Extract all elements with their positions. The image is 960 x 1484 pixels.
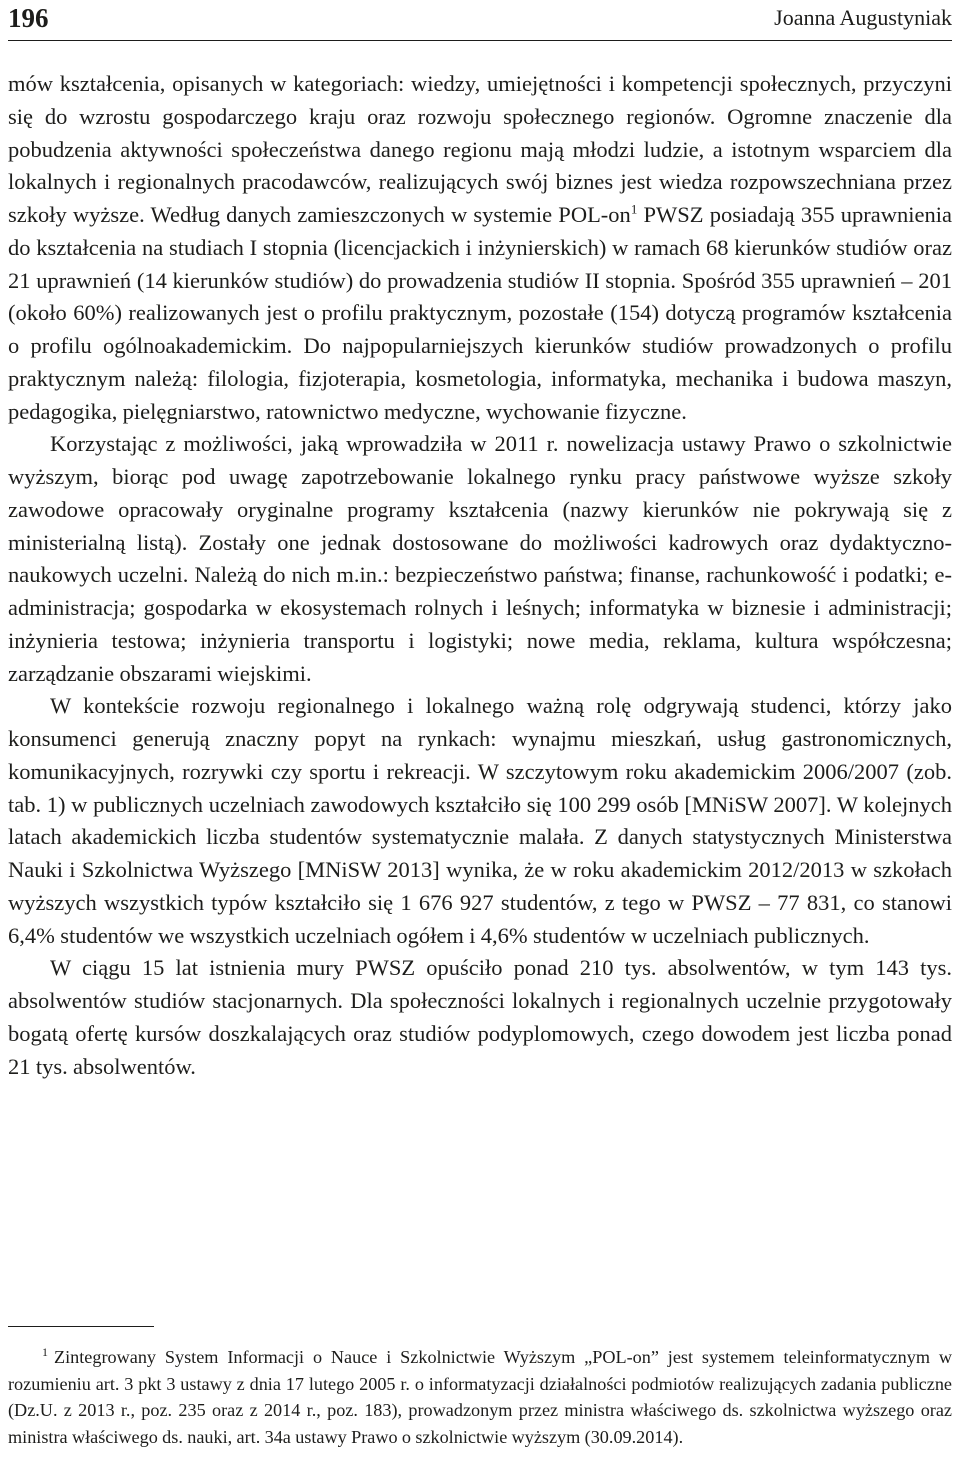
body-text xyxy=(8,68,952,1083)
paragraph-1 xyxy=(8,68,952,428)
paragraph-2: Korzystając z możliwości, jaką wprowadziła w 2011 r. nowelizacja ustawy Prawo o szkolnictwie wyższym, biorąc pod uwagę zapotrzebowanie lokalnego rynku pracy państwowe wyższe szkoły zawodowe opracowały oryginalne programy kształcenia (nazwy kierunków nie pokrywają się z ministerialną listą). Zostały one jednak dostosowane do możliwości kadrowych oraz dydaktyczno-naukowych uczelni. Należą do nich m.in.: bezpieczeństwo państwa; finanse, rachunkowość i podatki; e-administracja; gospodarka w ekosystemach rolnych i leśnych; informatyka w biznesie i administracji; inżynieria testowa; inżynieria transportu i logistyki; nowe media, reklama, kultura współczesna; zarządzanie obszarami wiejskimi. xyxy=(8,431,952,686)
footnote-mark: 1 xyxy=(42,1344,48,1359)
paragraph-1-text: mów kształcenia, opisanych w kategoriach: wiedzy, umiejętności i kompetencji społecznych, przyczyni się do wzrostu gospodarczego kraju oraz rozwoju społecznego regionów. Ogromne znaczenie dla pobudzenia aktywności społeczeństwa danego regionu mają młodzi ludzie, a istotnym wsparciem dla lokalnych i regionalnych pracodawców, realizujących swój biznes jest wiedza rozpowszechniana przez szkoły wyższe. Według danych zamieszczonych w systemie POL-on xyxy=(8,71,952,227)
footnote-text: Zintegrowany System Informacji o Nauce i Szkolnictwie Wyższym „POL-on” jest systemem teleinformatycznym w rozumieniu art. 3 pkt 3 ustawy z dnia 17 lutego 2005 r. o informatyzacji działalności podmiotów realizujących zadania publiczne (Dz.U. z 2013 r., poz. 235 oraz z 2014 r., poz. 183), prowadzonym przez ministra właściwego ds. szkolnictwa wyższego oraz ministra właściwego ds. nauki, art. 34a ustawy Prawo o szkolnictwie wyższym (30.09.2014). xyxy=(8,1347,952,1447)
page-number: 196 xyxy=(8,3,49,33)
running-head-author: Joanna Augustyniak xyxy=(774,5,952,30)
page-header xyxy=(8,0,952,41)
footnote xyxy=(8,1344,952,1450)
paragraph-3: W kontekście rozwoju regionalnego i lokalnego ważną rolę odgrywają studenci, którzy jako konsumenci generują znaczny popyt na rynkach: wynajmu mieszkań, usług gastronomicznych, komunikacyjnych, rozrywki czy sportu i rekreacji. W szczytowym roku akademickim 2006/2007 (zob. tab. 1) w publicznych uczelniach zawodowych kształciło się 100 299 osób [MNiSW 2007]. W kolejnych latach akademickich liczba studentów systematycznie malała. Z danych statystycznych Ministerstwa Nauki i Szkolnictwa Wyższego [MNiSW 2013] wynika, że w roku akademickim 2012/2013 w szkołach wyższych wszystkich typów kształciło się 1 676 927 studentów, z tego w PWSZ – 77 831, co stanowi 6,4% studentów we wszystkich uczelniach ogółem i 4,6% studentów w uczelniach publicznych. xyxy=(8,693,952,948)
footnote-reference[interactable]: 1 xyxy=(630,201,638,217)
paragraph-4: W ciągu 15 lat istnienia mury PWSZ opuściło ponad 210 tys. absolwentów, w tym 143 tys. absolwentów studiów stacjonarnych. Dla społeczności lokalnych i regionalnych uczelnie przygotowały bogatą ofertę kursów doszkalających oraz studiów podyplomowych, czego dowodem jest liczba ponad 21 tys. absolwentów. xyxy=(8,955,952,1079)
paragraph-1-continuation: PWSZ posiadają 355 uprawnienia do kształcenia na studiach I stopnia (licencjackich i inżynierskich) w ramach 68 kierunków studiów oraz 21 uprawnień (14 kierunków studiów) do prowadzenia studiów II stopnia. Spośród 355 uprawnień – 201 (około 60%) realizowanych jest o profilu praktycznym, pozostałe (154) dotyczą programów kształcenia o profilu ogólnoakademickim. Do najpopularniejszych kierunków studiów prowadzonych o profilu praktycznym należą: filologia, fizjoterapia, kosmetologia, informatyka, mechanika i budowa maszyn, pedagogika, pielęgniarstwo, ratownictwo medyczne, wychowanie fizyczne. xyxy=(8,202,953,424)
footnote-divider xyxy=(8,1326,154,1327)
